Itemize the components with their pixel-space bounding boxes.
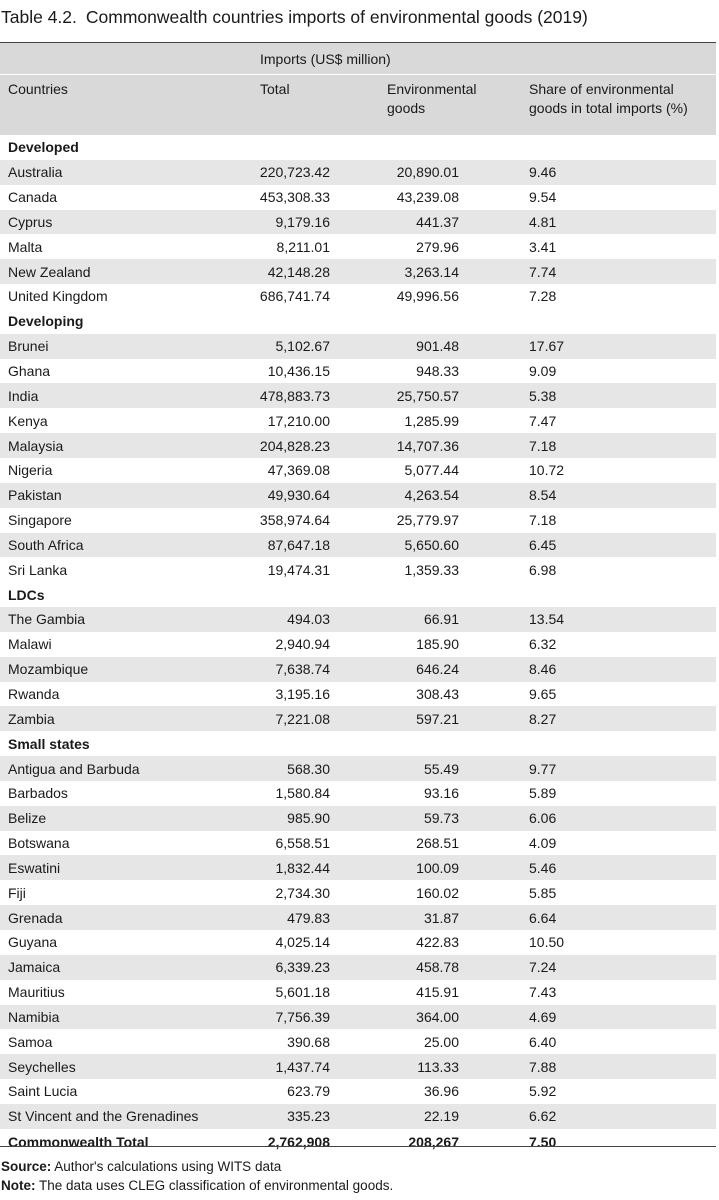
env-cell: 100.09 [330,855,459,880]
total-cell: 3,195.16 [275,685,330,702]
table-row [0,1029,716,1054]
share-cell: 9.09 [529,363,557,380]
env-cell: 415.91 [416,984,459,1001]
share-cell: 4.09 [529,835,557,852]
country-cell: Cyprus [0,210,250,235]
share-cell: 7.43 [529,984,557,1001]
table-row [0,657,716,682]
table-row [0,607,716,632]
total-cell: 390.68 [287,1033,330,1050]
country-cell: Sri Lanka [8,561,68,578]
country-cell: Malaysia [0,433,250,458]
country-cell: Singapore [8,512,72,529]
total-cell: 7,638.74 [250,657,330,682]
share-cell: 3.41 [529,238,557,255]
country-cell: Samoa [8,1033,53,1050]
table-number: Table 4.2. [1,7,77,27]
share-cell: 6.40 [529,1033,557,1050]
total-cell: 2,940.94 [275,636,330,653]
total-cell: 1,437.74 [250,1054,330,1079]
env-cell: 160.02 [416,884,459,901]
share-cell: 9.46 [459,160,716,185]
share-cell: 5.38 [459,383,716,408]
total-cell: 6,558.51 [275,835,330,852]
total-cell: 87,647.18 [250,533,330,558]
group-row [0,582,716,607]
env-cell: 36.96 [423,1083,459,1100]
env-cell: 31.87 [330,905,459,930]
table-row [0,980,716,1005]
env-cell: 49,996.56 [396,288,459,305]
env-cell: 948.33 [416,363,459,380]
share-cell: 7.28 [529,288,557,305]
total-cell: 10,436.15 [267,363,330,380]
share-cell: 5.46 [459,855,716,880]
country-cell: Namibia [0,1005,250,1030]
share-cell: 7.88 [459,1054,716,1079]
env-cell: 14,707.36 [330,433,459,458]
share-cell: 6.62 [459,1104,716,1129]
country-cell: Nigeria [8,462,53,479]
col-header-share [459,75,716,136]
source-text: Author's calculations using WITS data [54,1159,282,1174]
total-cell: 49,930.64 [250,483,330,508]
env-cell: 901.48 [330,334,459,359]
total-cell: 1,832.44 [250,855,330,880]
env-cell: 268.51 [416,835,459,852]
env-cell: 25.00 [423,1033,459,1050]
total-cell: 568.30 [250,756,330,781]
header-columns-row [0,75,716,136]
source-line [1,1157,393,1176]
group-label: Developed [8,139,79,156]
share-cell: 8.54 [459,483,716,508]
imports-table [0,43,716,1155]
table-row [0,682,716,707]
table-row [0,930,716,955]
share-cell: 5.89 [529,785,557,802]
share-cell: 4.81 [459,210,716,235]
table-notes [1,1157,393,1195]
env-cell: 3,263.14 [330,259,459,284]
table-row [0,905,716,930]
table-row [0,781,716,806]
country-cell: Canada [8,189,58,206]
table-row [0,259,716,284]
total-cell: 2,762,908 [267,1133,330,1150]
table-row [0,632,716,657]
share-cell: 5.85 [529,884,557,901]
env-cell: 93.16 [423,785,459,802]
table-row [0,483,716,508]
share-cell: 17.67 [459,334,716,359]
env-cell: 59.73 [330,806,459,831]
share-cell: 10.50 [529,934,565,951]
total-cell: 5,102.67 [250,334,330,359]
total-cell: 6,339.23 [250,955,330,980]
note-label: Note: [1,1178,36,1193]
share-cell: 6.06 [459,806,716,831]
header-group-row [0,43,716,75]
env-cell: 308.43 [416,685,459,702]
country-cell: Zambia [0,706,250,731]
col-header-total: Total [250,75,330,136]
country-cell: Ghana [8,363,51,380]
env-cell: 441.37 [330,210,459,235]
col-header-share-text: Share of environmental goods in total imports (%) [529,81,688,116]
table-row [0,1005,716,1030]
env-cell: 5,077.44 [404,462,459,479]
country-cell: New Zealand [0,259,250,284]
share-cell: 8.46 [459,657,716,682]
share-cell: 9.65 [529,685,557,702]
table-row [0,706,716,731]
group-row [0,135,716,160]
country-cell: Mozambique [0,657,250,682]
group-row [0,731,716,756]
country-cell: Belize [0,806,250,831]
table-row [0,1104,716,1129]
share-cell: 7.47 [529,412,557,429]
table-row [0,955,716,980]
share-cell: 13.54 [459,607,716,632]
env-cell: 113.33 [330,1054,459,1079]
env-cell: 185.90 [416,636,459,653]
country-cell: Malawi [8,636,52,653]
col-header-countries: Countries [0,75,250,136]
env-cell: 4,263.54 [330,483,459,508]
env-cell: 364.00 [330,1005,459,1030]
env-cell: 1,359.33 [404,561,459,578]
env-cell: 25,779.97 [396,512,459,529]
total-cell: 17,210.00 [267,412,330,429]
share-cell: 9.77 [459,756,716,781]
table-row [0,284,716,309]
country-cell: India [0,383,250,408]
table-row [0,383,716,408]
total-cell: 220,723.42 [250,160,330,185]
country-cell: Grenada [0,905,250,930]
share-cell: 10.72 [529,462,565,479]
country-cell: Antigua and Barbuda [0,756,250,781]
note-text: The data uses CLEG classification of environmental goods. [39,1178,394,1193]
total-cell: 8,211.01 [276,238,330,255]
env-cell: 20,890.01 [330,160,459,185]
table-title-text: Commonwealth countries imports of environmental goods (2019) [85,7,588,27]
source-label: Source: [1,1159,52,1174]
total-cell: 623.79 [287,1083,330,1100]
country-cell: Fiji [8,884,26,901]
total-cell: 686,741.74 [259,288,330,305]
table-row [0,533,716,558]
table-row [0,756,716,781]
note-line [1,1176,393,1195]
env-cell: 25,750.57 [330,383,459,408]
total-cell: 9,179.16 [250,210,330,235]
total-cell: 335.23 [250,1104,330,1129]
env-cell: 458.78 [330,955,459,980]
total-cell: 7,756.39 [250,1005,330,1030]
table-row [0,508,716,533]
share-cell: 7.18 [459,433,716,458]
country-cell: Jamaica [0,955,250,980]
env-cell: 43,239.08 [396,189,459,206]
env-cell: 646.24 [330,657,459,682]
country-cell: Brunei [0,334,250,359]
table-row [0,557,716,582]
country-cell: Rwanda [8,685,60,702]
group-label: LDCs [8,586,45,603]
country-cell: St Vincent and the Grenadines [0,1104,250,1129]
table-row [0,185,716,210]
table-row [0,433,716,458]
group-row [0,309,716,334]
imports-group-label: Imports (US$ million) [250,43,716,75]
table-title [1,6,588,28]
total-cell: 4,025.14 [275,934,330,951]
total-cell: 453,308.33 [259,189,330,206]
country-cell: Commonwealth Total [8,1133,149,1150]
table-row [0,408,716,433]
share-cell: 9.54 [529,189,557,206]
country-cell: Mauritius [8,984,65,1001]
table-body [0,135,716,1155]
country-cell: Barbados [8,785,68,802]
total-cell: 5,601.18 [275,984,330,1001]
env-cell: 5,650.60 [330,533,459,558]
env-cell: 208,267 [408,1133,459,1150]
group-label: Small states [8,735,90,752]
total-cell: 1,580.84 [275,785,330,802]
col-header-env [330,75,477,136]
share-cell: 8.27 [459,706,716,731]
table-row [0,458,716,483]
country-cell: Malta [8,238,43,255]
total-cell: 7,221.08 [250,706,330,731]
country-cell: Pakistan [0,483,250,508]
total-row [0,1129,716,1155]
share-cell: 7.74 [459,259,716,284]
bottom-rule [0,1146,716,1147]
env-cell: 597.21 [330,706,459,731]
share-cell: 6.64 [459,905,716,930]
country-cell: Botswana [8,835,70,852]
total-cell: 478,883.73 [250,383,330,408]
share-cell: 6.45 [459,533,716,558]
share-cell: 4.69 [459,1005,716,1030]
country-cell: Eswatini [0,855,250,880]
table-row [0,880,716,905]
country-cell: Guyana [8,934,58,951]
table-row [0,210,716,235]
country-cell: The Gambia [0,607,250,632]
total-cell: 204,828.23 [250,433,330,458]
country-cell: Kenya [8,412,48,429]
share-cell: 6.98 [529,561,557,578]
total-cell: 494.03 [250,607,330,632]
total-cell: 42,148.28 [250,259,330,284]
share-cell: 7.50 [529,1133,557,1150]
country-cell: Seychelles [0,1054,250,1079]
table-row [0,806,716,831]
table-row [0,359,716,384]
share-cell: 5.92 [529,1083,557,1100]
country-cell: Australia [0,160,250,185]
table-row [0,831,716,856]
total-cell: 479.83 [250,905,330,930]
total-cell: 2,734.30 [275,884,330,901]
country-cell: Saint Lucia [8,1083,78,1100]
share-cell: 7.18 [529,512,557,529]
country-cell: South Africa [0,533,250,558]
table-row [0,160,716,185]
group-label: Developing [8,313,84,330]
env-cell: 55.49 [330,756,459,781]
total-cell: 47,369.08 [267,462,330,479]
env-cell: 422.83 [416,934,459,951]
total-cell: 985.90 [250,806,330,831]
table-row [0,855,716,880]
env-cell: 1,285.99 [404,412,459,429]
table-row [0,334,716,359]
total-cell: 358,974.64 [259,512,330,529]
table-row [0,1079,716,1104]
env-cell: 279.96 [416,238,459,255]
share-cell: 6.32 [529,636,557,653]
table-row [0,234,716,259]
env-cell: 66.91 [330,607,459,632]
col-header-env-text: Environmental goods [387,81,477,116]
country-cell: United Kingdom [8,288,108,305]
table-row [0,1054,716,1079]
env-cell: 22.19 [330,1104,459,1129]
share-cell: 7.24 [459,955,716,980]
total-cell: 19,474.31 [267,561,330,578]
